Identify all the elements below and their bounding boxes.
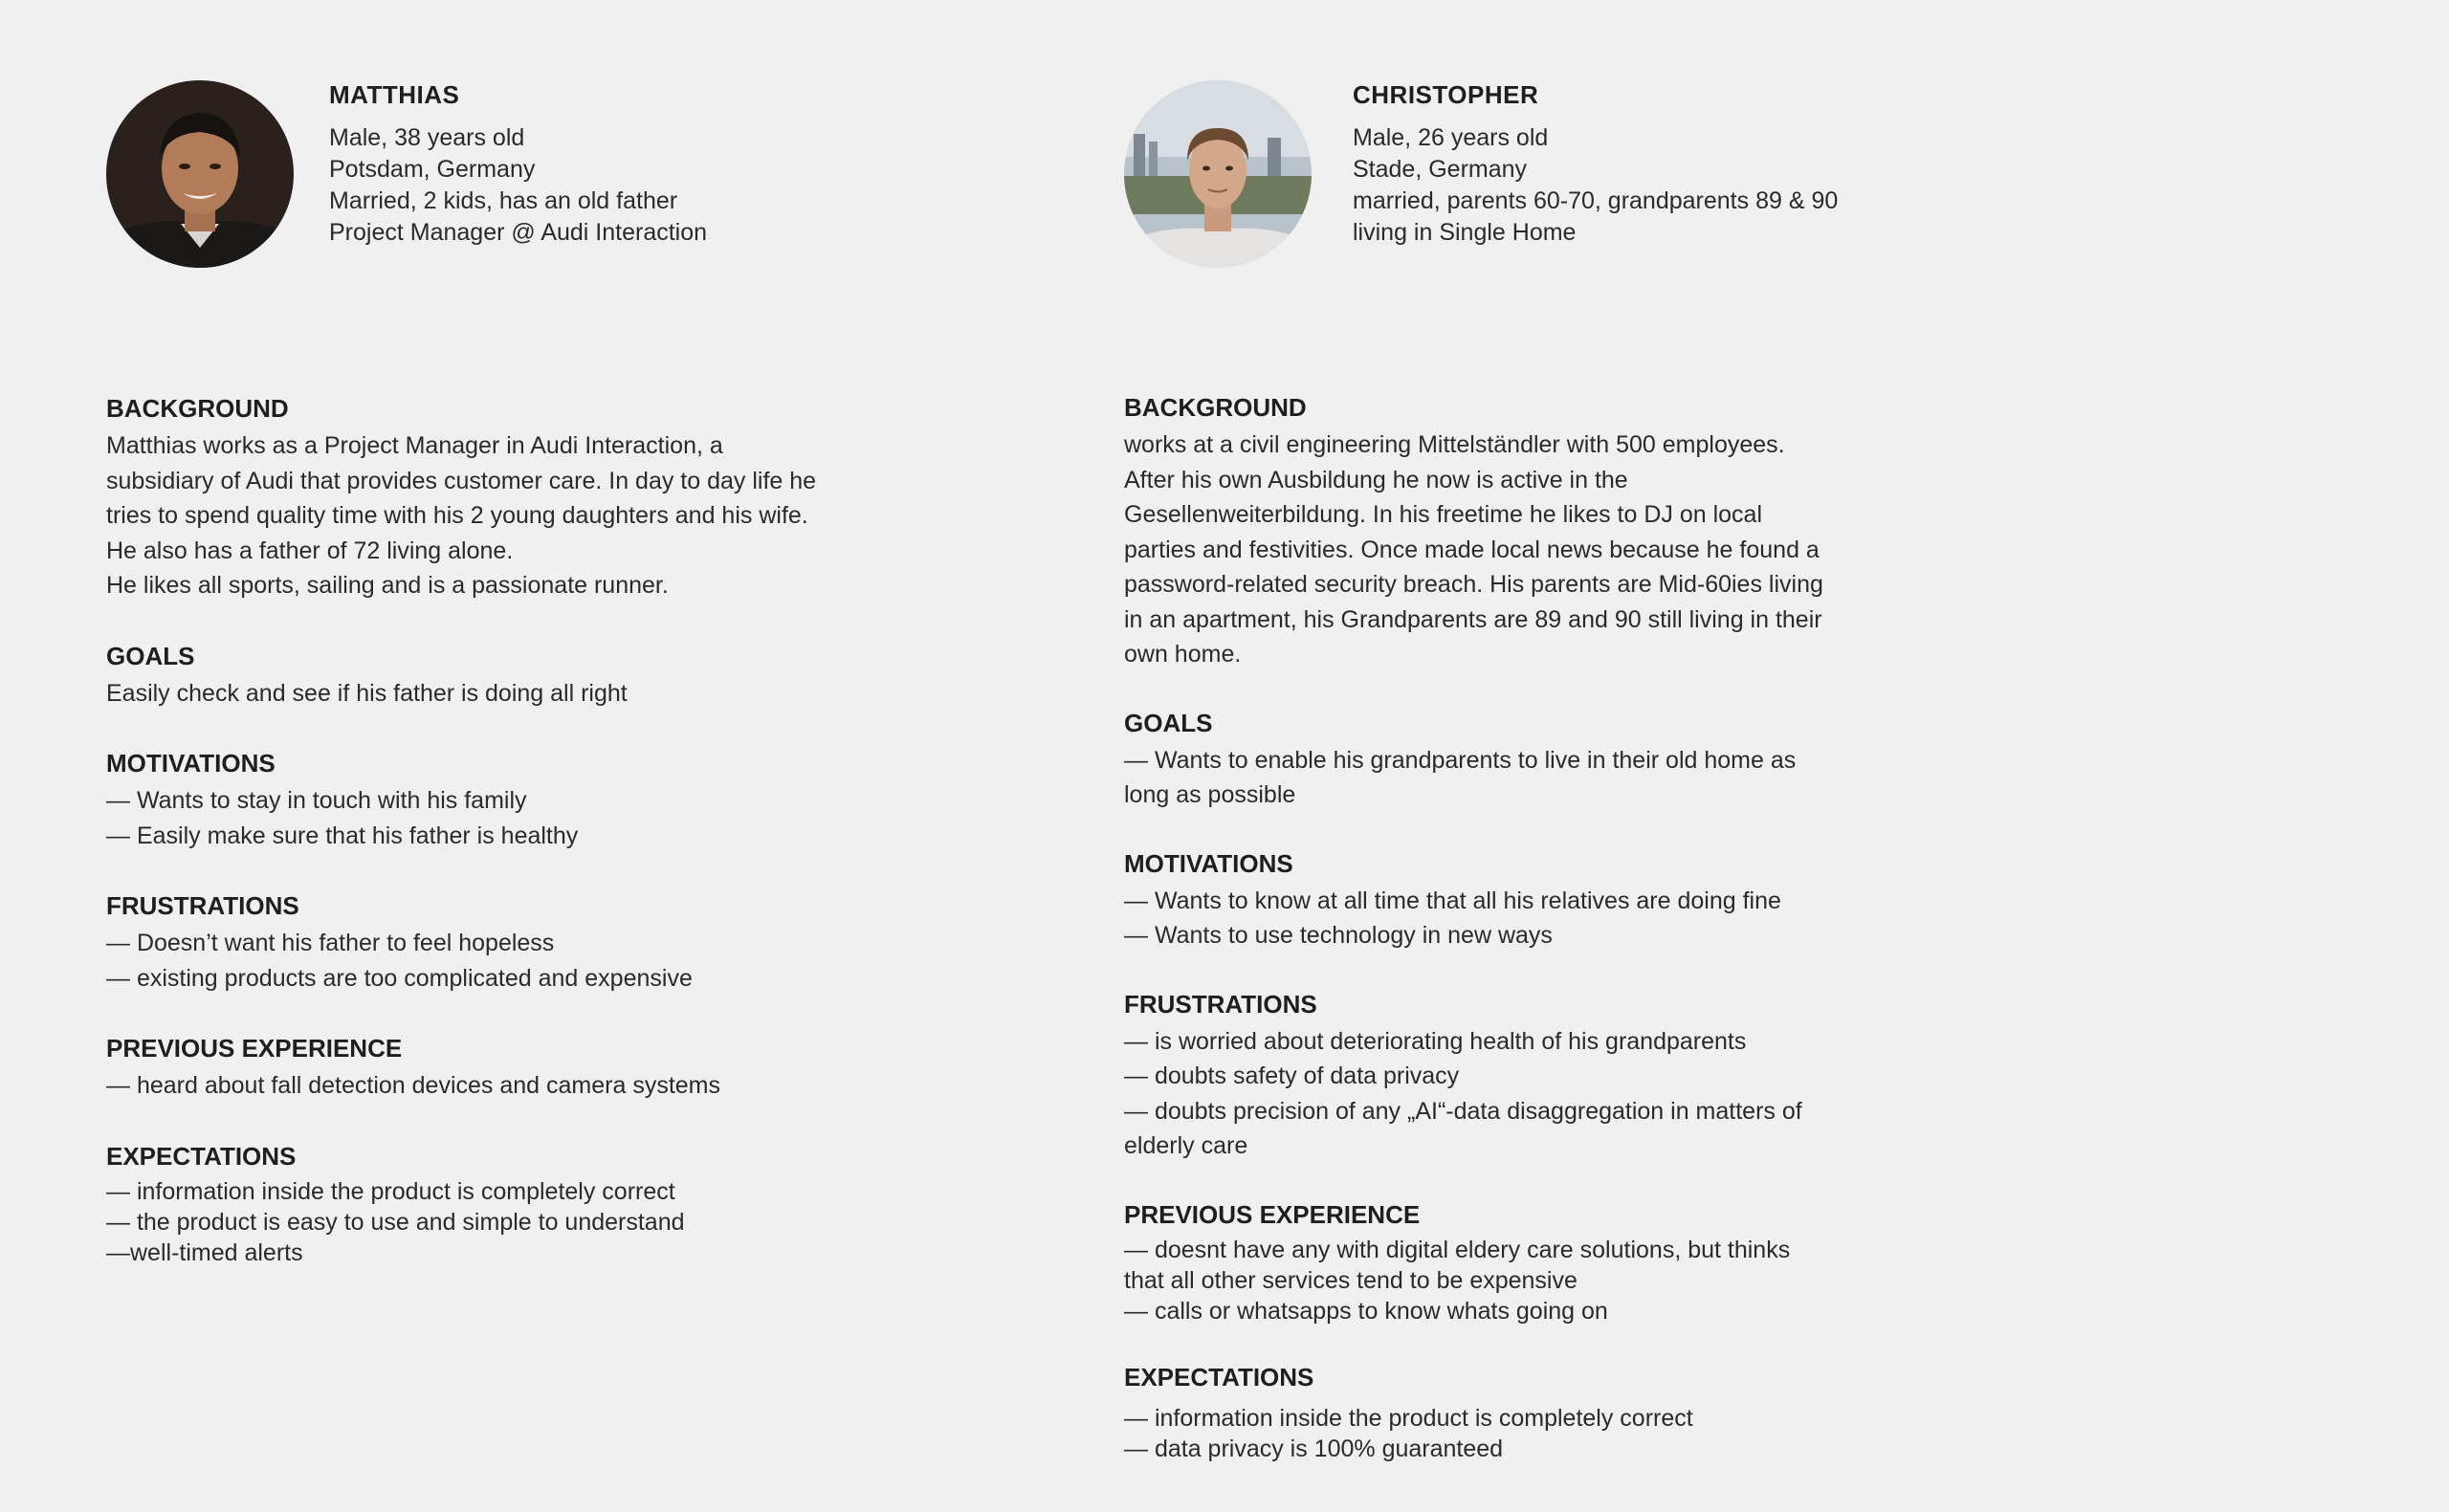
persona-detail-family: Married, 2 kids, has an old father xyxy=(329,187,678,214)
persona-detail-family: married, parents 60-70, grandparents 89 & 90 xyxy=(1353,187,1839,214)
avatar-portrait-icon xyxy=(1124,80,1312,268)
persona-header xyxy=(106,77,929,268)
persona-detail-job: Project Manager @ Audi Interaction xyxy=(329,219,708,246)
section-line: in an apartment, his Grandparents are 89 and 90 still living in their xyxy=(1124,605,1822,633)
section-line: Gesellenweiterbildung. In his freetime he likes to DJ on local xyxy=(1124,501,1763,528)
section-heading: GOALS xyxy=(106,641,195,670)
avatar-portrait-icon xyxy=(106,80,294,268)
section-line: — information inside the product is completely correct xyxy=(106,1177,675,1205)
section-heading: EXPECTATIONS xyxy=(106,1141,297,1171)
section-line: — Easily make sure that his father is healthy xyxy=(106,822,579,849)
section-line: After his own Ausbildung he now is active in the xyxy=(1124,466,1628,493)
section-line: — doubts precision of any „AI“-data disaggregation in matters of xyxy=(1124,1097,1802,1125)
section-motivations xyxy=(1124,849,1947,953)
section-heading: FRUSTRATIONS xyxy=(1124,989,1317,1019)
section-line: subsidiary of Audi that provides customer care. In day to day life he xyxy=(106,467,817,494)
section-line: — doubts safety of data privacy xyxy=(1124,1063,1460,1089)
section-expectations xyxy=(1124,1363,1947,1464)
section-background xyxy=(1124,393,1947,672)
section-line: — is worried about deteriorating health of his grandparents xyxy=(1124,1027,1747,1055)
section-line: elderly care xyxy=(1124,1132,1248,1159)
section-goals xyxy=(106,642,929,712)
section-frustrations xyxy=(1124,990,1947,1164)
persona-name: MATTHIAS xyxy=(329,80,460,109)
section-line: — the product is easy to use and simple to understand xyxy=(106,1208,685,1236)
section-line: works at a civil engineering Mittelständler with 500 employees. xyxy=(1124,431,1785,458)
section-background xyxy=(106,394,929,603)
section-line: — existing products are too complicated and expensive xyxy=(106,964,693,992)
avatar xyxy=(106,80,294,268)
section-heading: BACKGROUND xyxy=(106,394,289,423)
section-heading: FRUSTRATIONS xyxy=(106,891,299,920)
section-line: He also has a father of 72 living alone. xyxy=(106,537,514,564)
section-line: — Wants to enable his grandparents to live in their old home as xyxy=(1124,746,1797,774)
section-previous-experience xyxy=(1124,1200,1947,1326)
section-heading: GOALS xyxy=(1124,708,1213,737)
avatar xyxy=(1124,80,1312,268)
persona-identity xyxy=(329,77,707,249)
section-line: own home. xyxy=(1124,641,1242,668)
section-line: — calls or whatsapps to know whats going on xyxy=(1124,1297,1608,1325)
section-motivations xyxy=(106,749,929,853)
section-line: tries to spend quality time with his 2 young daughters and his wife. xyxy=(106,502,808,529)
section-line: long as possible xyxy=(1124,781,1296,808)
section-line: — information inside the product is completely correct xyxy=(1124,1404,1693,1432)
section-heading: PREVIOUS EXPERIENCE xyxy=(1124,1199,1421,1229)
section-heading: MOTIVATIONS xyxy=(1124,848,1293,878)
persona-detail-location: Stade, Germany xyxy=(1353,156,1528,183)
section-line: He likes all sports, sailing and is a passionate runner. xyxy=(106,572,669,599)
section-line: password-related security breach. His parents are Mid-60ies living xyxy=(1124,571,1823,598)
section-line: that all other services tend to be expensive xyxy=(1124,1266,1578,1294)
section-line: Easily check and see if his father is doing all right xyxy=(106,679,628,707)
section-line: — doesnt have any with digital eldery care solutions, but thinks xyxy=(1124,1236,1791,1263)
section-heading: BACKGROUND xyxy=(1124,393,1307,422)
persona-detail-location: Potsdam, Germany xyxy=(329,156,536,183)
section-line: — Wants to know at all time that all his relatives are doing fine xyxy=(1124,887,1781,914)
section-heading: EXPECTATIONS xyxy=(1124,1362,1314,1391)
section-heading: MOTIVATIONS xyxy=(106,749,276,778)
section-heading: PREVIOUS EXPERIENCE xyxy=(106,1034,403,1063)
section-line: parties and festivities. Once made local news because he found a xyxy=(1124,536,1820,563)
section-frustrations xyxy=(106,891,929,996)
persona-identity xyxy=(1353,77,1838,249)
section-line: —well-timed alerts xyxy=(106,1238,303,1266)
section-line: — heard about fall detection devices and camera systems xyxy=(106,1072,721,1099)
section-line: — data privacy is 100% guaranteed xyxy=(1124,1435,1504,1462)
persona-detail-gender-age: Male, 38 years old xyxy=(329,124,525,151)
persona-detail-living: living in Single Home xyxy=(1353,219,1577,246)
section-line: — Wants to use technology in new ways xyxy=(1124,922,1553,949)
section-expectations xyxy=(106,1142,929,1268)
section-previous-experience xyxy=(106,1034,929,1104)
persona-name: CHRISTOPHER xyxy=(1353,80,1539,109)
section-line: — Wants to stay in touch with his family xyxy=(106,787,527,814)
persona-detail-gender-age: Male, 26 years old xyxy=(1353,124,1549,151)
section-goals xyxy=(1124,709,1947,813)
section-line: Matthias works as a Project Manager in Audi Interaction, a xyxy=(106,432,723,459)
persona-card-christopher xyxy=(1124,77,1947,1464)
persona-header xyxy=(1124,77,1947,268)
section-line: — Doesn’t want his father to feel hopeless xyxy=(106,930,555,956)
persona-card-matthias xyxy=(106,77,929,1268)
